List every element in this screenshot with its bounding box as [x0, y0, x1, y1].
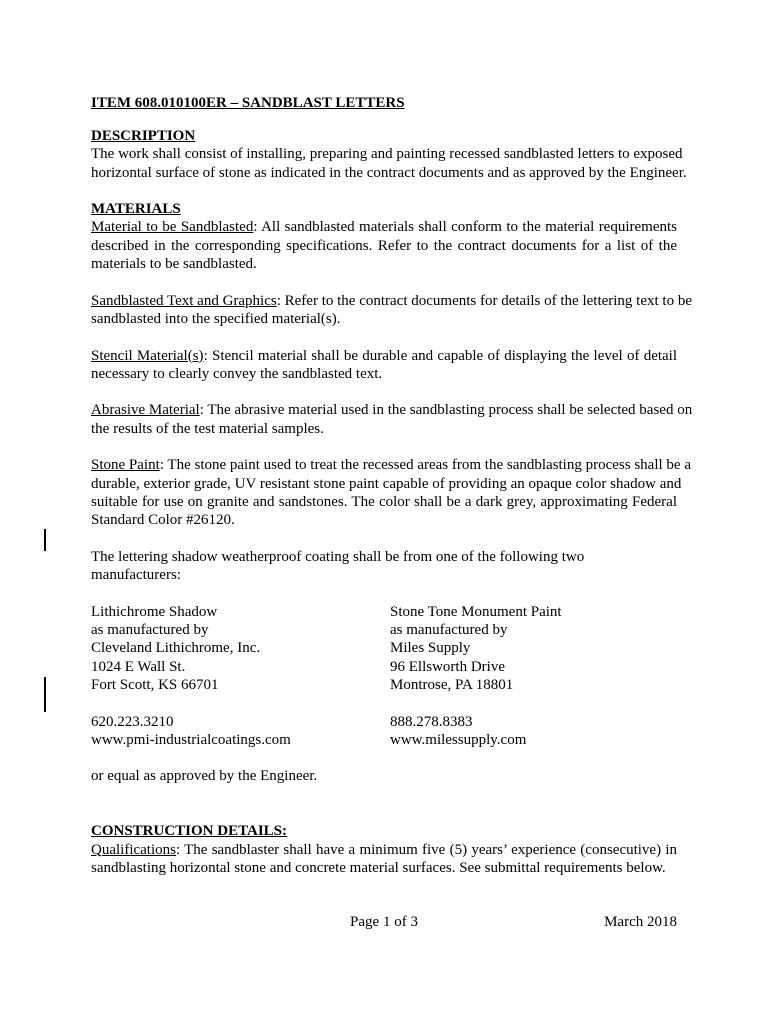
text-line	[91, 456, 691, 474]
document-date: March 2018	[604, 914, 677, 930]
manufacturer-street: 1024 E Wall St.	[91, 658, 186, 675]
manufacturer-block-lithichrome	[91, 603, 390, 694]
construction-item-qualifications	[91, 841, 677, 878]
item-label: Stone Paint	[91, 457, 160, 474]
line-text: : Stencil material shall be durable and capable of displaying the level of detail	[203, 347, 678, 364]
material-item-stone-paint	[91, 456, 691, 529]
section-heading-materials: MATERIALS	[91, 201, 181, 218]
manufacturer-block-miles-supply	[390, 603, 677, 694]
manufacturer-product: Lithichrome Shadow	[91, 603, 218, 620]
text-line	[91, 347, 677, 365]
line-text: : The sandblaster shall have a minimum five (5) years’ experience (consecutive) in	[175, 841, 677, 858]
document-body	[91, 127, 693, 877]
text-line: The work shall consist of installing, preparing and painting recessed sandblasted letters to exposed	[91, 146, 683, 163]
line-text: : All sandblasted materials shall conform to the material requirements	[253, 219, 677, 236]
manufacturer-contacts	[91, 713, 677, 750]
text-line: materials to be sandblasted.	[91, 256, 257, 273]
manufacturer-addresses	[91, 603, 677, 694]
change-bar	[44, 529, 46, 551]
manufacturer-company: Cleveland Lithichrome, Inc.	[91, 640, 261, 657]
item-label: Sandblasted Text and Graphics	[91, 292, 277, 309]
change-bar	[44, 677, 46, 712]
line-text: : Refer to the contract documents for details of the lettering text to be	[276, 292, 692, 309]
text-line: manufacturers:	[91, 567, 181, 584]
text-line: Standard Color #26120.	[91, 512, 235, 529]
manufacturer-phone: 620.223.3210	[91, 713, 174, 730]
text-line	[91, 292, 692, 310]
material-item-sandblasted-text-and-graphics	[91, 292, 692, 329]
coating-intro-paragraph	[91, 548, 677, 585]
material-item-abrasive-material	[91, 401, 693, 438]
material-item-stencil-material	[91, 347, 677, 384]
text-line	[91, 401, 693, 419]
or-equal-note: or equal as approved by the Engineer.	[91, 768, 318, 785]
line-text: : The stone paint used to treat the recessed areas from the sandblasting process shall be a	[159, 457, 691, 474]
item-label: Abrasive Material	[91, 402, 200, 419]
manufacturer-by: as manufactured by	[390, 622, 508, 639]
text-line: sandblasted into the specified material(s).	[91, 310, 341, 327]
manufacturer-product: Stone Tone Monument Paint	[390, 603, 562, 620]
manufacturer-phone: 888.278.8383	[390, 713, 473, 730]
manufacturer-website: www.pmi-industrialcoatings.com	[91, 731, 291, 748]
materials-section	[91, 200, 693, 786]
manufacturer-website: www.milessupply.com	[390, 731, 527, 748]
document-title: ITEM 608.010100ER – SANDBLAST LETTERS	[91, 95, 405, 111]
item-label: Qualifications	[91, 841, 176, 858]
text-line: durable, exterior grade, UV resistant stone paint capable of providing an opaque color shadow and	[91, 475, 682, 492]
manufacturer-city: Fort Scott, KS 66701	[91, 676, 219, 693]
text-line	[91, 218, 677, 236]
section-heading-description: DESCRIPTION	[91, 128, 196, 144]
text-line: suitable for use on granite and sandstones. The color shall be a dark grey, approximating Federal	[91, 493, 677, 510]
manufacturer-street: 96 Ellsworth Drive	[390, 658, 505, 675]
text-line: necessary to clearly convey the sandblasted text.	[91, 365, 383, 382]
text-line: horizontal surface of stone as indicated in the contract documents and as approved by the Engineer.	[91, 164, 687, 181]
text-line: described in the corresponding specifications. Refer to the contract documents for a list of the	[91, 237, 677, 254]
text-line: sandblasting horizontal stone and concrete material surfaces. See submittal requirements below.	[91, 859, 666, 876]
contact-block-lithichrome	[91, 713, 390, 750]
manufacturer-by: as manufactured by	[91, 622, 209, 639]
section-heading-construction-details: CONSTRUCTION DETAILS:	[91, 823, 288, 840]
description-paragraph	[91, 145, 687, 182]
manufacturer-company: Miles Supply	[390, 640, 471, 657]
item-label: Material to be Sandblasted	[91, 219, 254, 236]
text-line	[91, 841, 677, 859]
construction-section	[91, 822, 677, 877]
item-label: Stencil Material(s)	[91, 347, 204, 364]
description-section	[91, 127, 687, 182]
text-line: The lettering shadow weatherproof coating shall be from one of the following two	[91, 548, 585, 565]
page-number: Page 1 of 3	[350, 914, 418, 930]
text-line: the results of the test material samples.	[91, 420, 324, 437]
contact-block-miles-supply	[390, 713, 677, 750]
manufacturer-city: Montrose, PA 18801	[390, 676, 514, 693]
line-text: : The abrasive material used in the sandblasting process shall be selected based on	[199, 402, 693, 419]
material-item-material-to-be-sandblasted	[91, 218, 677, 273]
